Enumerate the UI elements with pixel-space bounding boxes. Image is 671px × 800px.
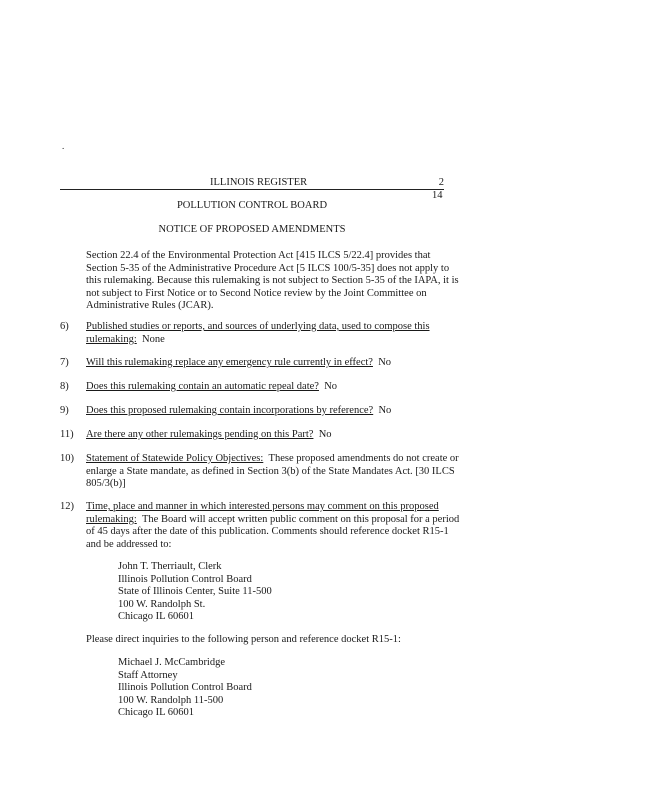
item-answer: No xyxy=(324,381,338,392)
address-line: Staff Attorney xyxy=(118,669,178,681)
address-line: Illinois Pollution Control Board xyxy=(118,682,252,694)
item-text: The Board will accept written public comment on this proposal for a period xyxy=(142,513,460,525)
item-number: 8) xyxy=(60,381,69,392)
item-text: and be addressed to: xyxy=(86,538,172,550)
item-number: 12) xyxy=(60,501,74,512)
item-label: rulemaking: xyxy=(86,513,137,525)
address-line: Illinois Pollution Control Board xyxy=(118,573,252,585)
address-line: 100 W. Randolph St. xyxy=(118,598,206,610)
item-number: 7) xyxy=(60,357,69,368)
intro-line: not subject to First Notice or to Second Notice review by the Joint Committee on xyxy=(86,287,427,299)
item-number: 10) xyxy=(60,453,74,464)
item-body xyxy=(86,453,462,491)
item-text: 805/3(b)] xyxy=(86,478,126,489)
intro-line: Section 5-35 of the Administrative Procedure Act [5 ILCS 100/5-35] does not apply to xyxy=(86,262,450,274)
register-year: 14 xyxy=(432,190,443,201)
item-question: Does this proposed rulemaking contain incorporations by reference? xyxy=(86,405,374,416)
intro-line: Section 22.4 of the Environmental Protection Act [415 ILCS 5/22.4] provides that xyxy=(86,250,431,261)
item-question: rulemaking: xyxy=(86,333,137,345)
page-mark: . xyxy=(62,141,65,151)
item-number: 11) xyxy=(60,429,74,440)
item-body xyxy=(86,381,462,394)
item-text: enlarge a State mandate, as defined in Section 3(b) of the State Mandates Act. [30 ILCS xyxy=(86,465,455,477)
item-body xyxy=(86,357,462,370)
register-header xyxy=(60,177,444,190)
notice-title: NOTICE OF PROPOSED AMENDMENTS xyxy=(158,224,346,235)
address-line: Chicago IL 60601 xyxy=(118,707,195,719)
item-text: of 45 days after the date of this publication. Comments should reference docket R15-1 xyxy=(86,526,449,537)
item-question: Published studies or reports, and sources of underlying data, used to compose this xyxy=(86,321,430,332)
item-label: Time, place and manner in which interested persons may comment on this proposed xyxy=(86,501,439,512)
address-line: State of Illinois Center, Suite 11-500 xyxy=(118,586,272,598)
item-body xyxy=(86,429,462,442)
item-answer: No xyxy=(378,405,392,416)
address-line: Chicago IL 60601 xyxy=(118,611,195,623)
item-question: Are there any other rulemakings pending on this Part? xyxy=(86,429,314,440)
inquiries-text: Please direct inquiries to the following person and reference docket R15-1: xyxy=(86,634,401,645)
intro-line: Administrative Rules (JCAR). xyxy=(86,300,214,311)
item-answer: No xyxy=(318,429,332,440)
item-question: Will this rulemaking replace any emergency rule currently in effect? xyxy=(86,357,373,368)
item-body xyxy=(86,405,462,418)
attorney-address xyxy=(118,657,252,720)
item-number: 6) xyxy=(60,321,69,332)
item-answer: None xyxy=(142,333,165,345)
item-text: These proposed amendments do not create or xyxy=(268,453,459,464)
register-title: ILLINOIS REGISTER xyxy=(210,177,308,188)
address-line: John T. Therriault, Clerk xyxy=(118,561,222,572)
address-line: Michael J. McCambridge xyxy=(118,657,226,668)
item-question: Does this rulemaking contain an automatic repeal date? xyxy=(86,381,319,392)
clerk-address xyxy=(118,561,272,624)
page-number: 2 xyxy=(438,177,444,188)
item-answer: No xyxy=(378,357,392,368)
item-number: 9) xyxy=(60,405,69,416)
agency-name: POLLUTION CONTROL BOARD xyxy=(176,200,328,211)
item-body xyxy=(86,501,462,551)
item-body xyxy=(86,321,462,346)
item-label: Statement of Statewide Policy Objectives: xyxy=(86,453,264,464)
intro-paragraph xyxy=(86,250,462,313)
address-line: 100 W. Randolph 11-500 xyxy=(118,694,224,706)
intro-line: this rulemaking. Because this rulemaking is not subject to Section 5-35 of the IAPA, it is xyxy=(86,275,459,286)
